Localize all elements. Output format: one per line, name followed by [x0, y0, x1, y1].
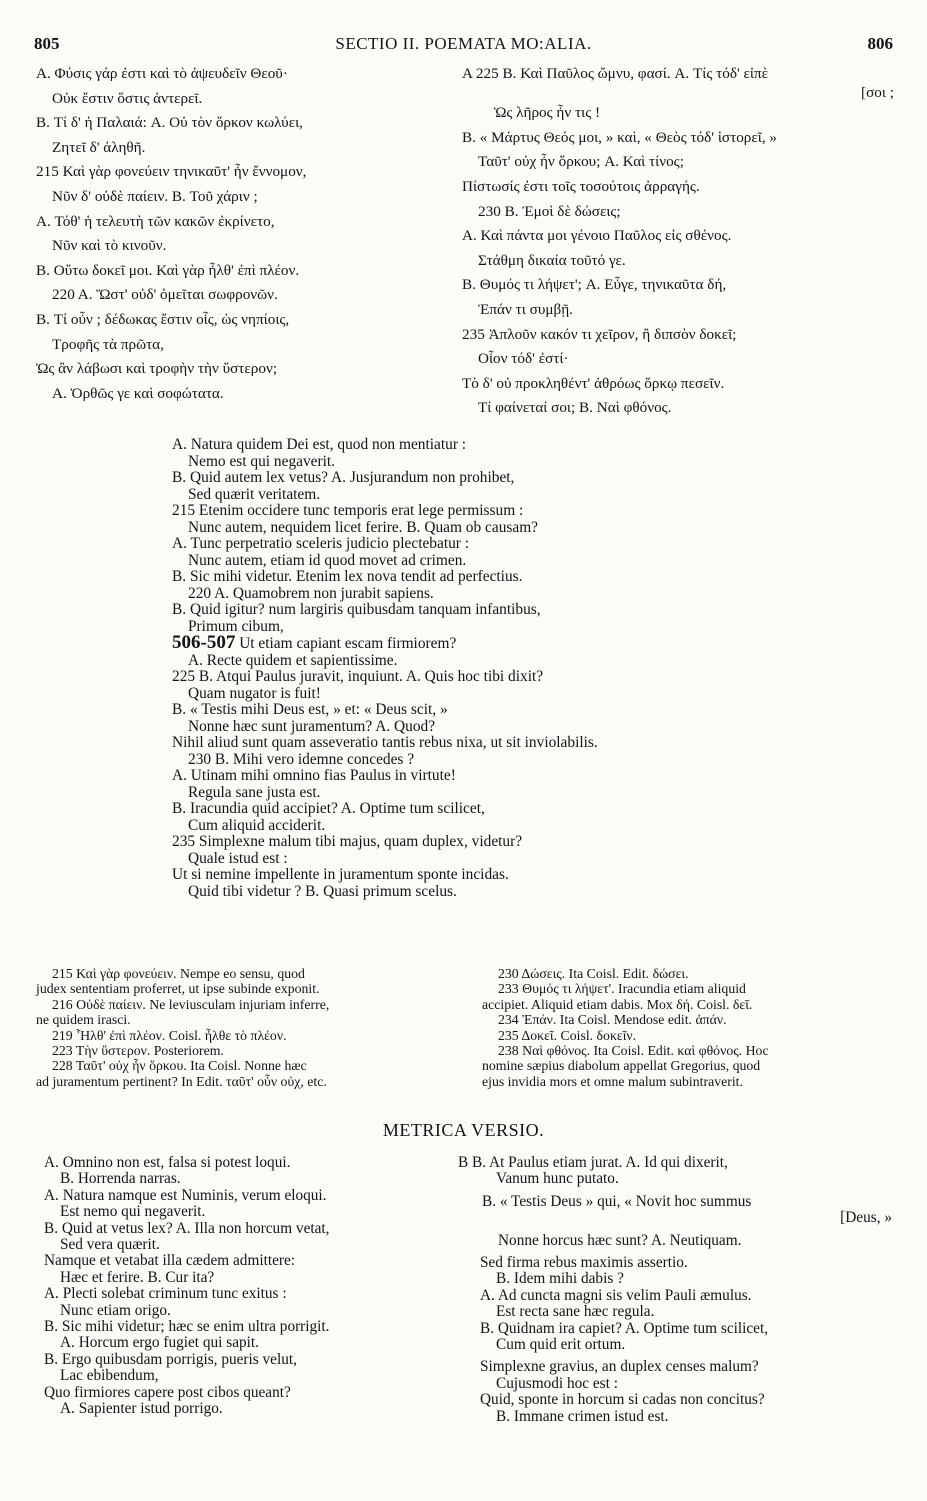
greek-line: A 225 B. Καὶ Παῦλος ὤμνυ, φασί. A. Τίς τόδ' εἰπὲ — [462, 65, 769, 82]
latin-line: Nunc autem, nequidem licet ferire. B. Quam ob causam? — [188, 518, 539, 536]
greek-line: [σοι ; — [861, 83, 894, 101]
latin-line: 230 B. Mihi vero idemne concedes ? — [188, 750, 415, 768]
verse-line: Namque et vetabat illa cædem admittere: — [44, 1252, 296, 1270]
greek-line: Τὸ δ' οὐ προκληθέντ' ἀθρόως ὅρκῳ πεσεῖν. — [462, 374, 725, 392]
verse-line: Simplexne gravius, an duplex censes malum? — [480, 1358, 759, 1376]
verse-line: Est recta sane hæc regula. — [496, 1303, 655, 1321]
footnote-line: nomine sæpius diabolum appellat Gregorius, quod — [482, 1058, 761, 1074]
greek-text-right-column — [462, 62, 894, 421]
greek-line: Τροφῆς τὰ πρῶτα, — [52, 335, 164, 353]
footnote-line: 235 Δοκεῖ. Coisl. δοκεῖν. — [498, 1027, 637, 1043]
latin-line: A. Utinam mihi omnino fias Paulus in virtute! — [172, 767, 456, 784]
footnote-line: 238 Ναὶ φθόνος. Ita Coisl. Edit. καὶ φθόνος. Hoc — [498, 1043, 769, 1059]
verse-line: Quo firmiores capere post cibos queant? — [44, 1383, 291, 1401]
footnote-line: 234 Ἐπάν. Ita Coisl. Mendose edit. ἀπάν. — [498, 1012, 727, 1028]
greek-line: 230 B. Ἐμοὶ δὲ δώσεις; — [478, 202, 621, 220]
greek-line: A. Καὶ πάντα μοι γένοιο Παῦλος εἰς σθένος. — [462, 227, 732, 245]
latin-line: Nemo est qui negaverit. — [188, 452, 336, 470]
greek-line: Πίστωσίς ἐστι τοῖς τοσούτοις ἀρραγής. — [462, 177, 700, 195]
footnote-line: 216 Οὐδὲ παίειν. Ne leviusculam injuriam inferre, — [52, 996, 330, 1012]
greek-line: A. Τόθ' ἡ τελευτὴ τῶν κακῶν ἐκρίνετο, — [36, 212, 275, 230]
greek-line: A. Ὀρθῶς γε καὶ σοφώτατα. — [52, 384, 224, 402]
latin-line — [172, 632, 792, 653]
verse-line: Lac ebibendum, — [60, 1367, 159, 1385]
latin-line: Sed quærit veritatem. — [188, 485, 321, 503]
latin-line: Nonne hæc sunt juramentum? A. Quod? — [188, 717, 436, 735]
greek-line: Ταῦτ' οὐχ ἦν ὅρκου; A. Καὶ τίνος; — [478, 153, 684, 171]
verse-line: A. Omnino non est, falsa si potest loqui. — [44, 1154, 291, 1171]
page-number-left: 805 — [34, 34, 60, 53]
greek-line: Ὡς λῆρος ἦν τις ! — [494, 104, 601, 122]
latin-line: 235 Simplexne malum tibi majus, quam duplex, videtur? — [172, 833, 523, 850]
metrica-right-column — [458, 1155, 892, 1425]
column-marker: 506-507 — [172, 632, 236, 653]
verse-line: B. Ergo quibusdam porrigis, pueris velut, — [44, 1350, 297, 1368]
footnote-line: 228 Ταῦτ' οὐχ ἦν ὅρκου. Ita Coisl. Nonne hæc — [52, 1058, 307, 1074]
latin-line: B. « Testis mihi Deus est, » et: « Deus scit, » — [172, 701, 448, 718]
greek-line: Ζητεῖ δ' ἀληθῆ. — [52, 138, 146, 156]
latin-line: Nihil aliud sunt quam asseveratio tantis rebus nixa, ut sit inviolabilis. — [172, 734, 598, 751]
verse-line: B. « Testis Deus » qui, « Novit hoc summus — [482, 1192, 752, 1210]
footnote-line: ejus invidia mors et omne malum subintraverit. — [482, 1073, 743, 1089]
footnote-line: accipiet. Aliquid etiam dabis. Mox δή. Coisl. δεῖ. — [482, 996, 753, 1012]
verse-line: [Deus, » — [840, 1209, 892, 1227]
latin-line-text: Ut etiam capiant escam firmiorem? — [239, 635, 457, 652]
verse-line: B B. At Paulus etiam jurat. A. Id qui dixerit, — [458, 1154, 728, 1171]
greek-line: A. Φύσις γάρ ἐστι καὶ τὸ ἀψευδεῖν Θεοῦ· — [36, 65, 288, 82]
verse-line: Nunc etiam origo. — [60, 1301, 171, 1319]
greek-line: Οὐκ ἔστιν ὅστις ἀντερεῖ. — [52, 89, 203, 107]
greek-line: B. Οὕτω δοκεῖ μοι. Καὶ γὰρ ἦλθ' ἐπὶ πλέον. — [36, 261, 300, 279]
latin-line: Primum cibum, — [188, 617, 284, 635]
latin-line: 225 B. Atqui Paulus juravit, inquiunt. A. Quis hoc tibi dixit? — [172, 668, 544, 685]
latin-line: Nunc autem, etiam id quod movet ad crimen. — [188, 551, 467, 569]
latin-line: A. Natura quidem Dei est, quod non mentiatur : — [172, 436, 467, 453]
greek-line: B. « Μάρτυς Θεός μοι, » καὶ, « Θεὸς τόδ' ἱστορεῖ, » — [462, 128, 778, 146]
latin-line: B. Iracundia quid accipiet? A. Optime tum scilicet, — [172, 800, 485, 817]
verse-line: Quid, sponte in horcum si cadas non concitus? — [480, 1391, 765, 1409]
greek-line: 215 Καὶ γὰρ φονεύειν τηνικαῦτ' ἦν ἔννομον, — [36, 163, 307, 181]
latin-line: B. Sic mihi videtur. Etenim lex nova tendit ad perfectius. — [172, 568, 523, 585]
latin-line: Regula sane justa est. — [188, 783, 321, 801]
verse-line: A. Natura namque est Numinis, verum eloqui. — [44, 1186, 327, 1204]
greek-line: B. Τί οὖν ; δέδωκας ἔστιν οἷς, ὡς νηπίοις, — [36, 310, 290, 328]
verse-line: A. Horcum ergo fugiet qui sapit. — [60, 1334, 259, 1352]
verse-line: Hæc et ferire. B. Cur ita? — [60, 1268, 215, 1286]
latin-line: B. Quid igitur? num largiris quibusdam tanquam infantibus, — [172, 601, 541, 618]
greek-line: 235 Ἁπλοῦν κακόν τι χεῖρον, ἢ διπσὸν δοκεῖ; — [462, 325, 737, 343]
verse-line: B. Sic mihi videtur; hæc se enim ultra porrigit. — [44, 1318, 330, 1336]
footnote-line: judex sententiam proferret, ut ipse subinde exponit. — [36, 981, 320, 997]
verse-line: B. Quid at vetus lex? A. Illa non horcum vetat, — [44, 1219, 330, 1237]
latin-line: Cum aliquid acciderit. — [188, 816, 326, 834]
verse-line: A. Ad cuncta magni sis velim Pauli æmulus. — [480, 1286, 752, 1304]
footnote-line: 233 Θυμός τι λήψετ'. Iracundia etiam aliquid — [498, 981, 746, 997]
greek-line: B. Τί δ' ἡ Παλαιά: A. Οὐ τὸν ὅρκον κωλύει, — [36, 114, 303, 132]
verse-line: B. Quidnam ira capiet? A. Optime tum scilicet, — [480, 1319, 769, 1337]
verse-line: A. Plecti solebat criminum tunc exitus : — [44, 1285, 287, 1303]
footnotes-right — [482, 966, 892, 1089]
verse-line: B. Horrenda narras. — [60, 1170, 181, 1188]
verse-line: Sed vera quærit. — [60, 1236, 160, 1254]
latin-translation — [172, 437, 792, 900]
latin-line: Quale istud est : — [188, 849, 288, 867]
greek-line: 220 A. Ὥστ' οὐδ' ὀμεῖται σωφρονῶν. — [52, 286, 278, 304]
verse-line: Est nemo qui negaverit. — [60, 1203, 206, 1221]
running-title: SECTIO II. POEMATA MO:ALIA. — [335, 34, 592, 53]
footnote-line: ne quidem irasci. — [36, 1012, 131, 1028]
footnote-line: ad juramentum pertinent? In Edit. ταῦτ' οὖν οὐχ, etc. — [36, 1073, 327, 1089]
latin-line: 220 A. Quamobrem non jurabit sapiens. — [188, 584, 434, 602]
greek-line: Οἷον τόδ' ἐστί· — [478, 350, 569, 368]
latin-line: B. Quid autem lex vetus? A. Jusjurandum non prohibet, — [172, 469, 515, 486]
section-title: METRICA VERSIO. — [382, 1120, 545, 1140]
greek-line: Νῦν δ' οὐδὲ παίειν. B. Τοῦ χάριν ; — [52, 187, 258, 205]
verse-line: B. Idem mihi dabis ? — [496, 1270, 624, 1288]
greek-text-left-column — [36, 62, 456, 406]
latin-line: Quid tibi videtur ? B. Quasi primum scelus. — [188, 882, 457, 900]
footnote-line: 230 Δώσεις. Ita Coisl. Edit. δώσει. — [498, 966, 689, 981]
greek-line: B. Θυμός τι λήψετ'; A. Εὖγε, τηνικαῦτα δή, — [462, 276, 727, 294]
verse-line: A. Sapienter istud porrigo. — [60, 1400, 223, 1418]
greek-line: Τί φαίνεταί σοι; B. Ναὶ φθόνος. — [478, 399, 672, 417]
latin-line: Quam nugator is fuit! — [188, 684, 321, 702]
greek-line: Νῦν καὶ τὸ κινοῦν. — [52, 237, 167, 255]
verse-line: Sed firma rebus maximis assertio. — [480, 1254, 688, 1272]
greek-line: Ἐπάν τι συμβῇ. — [478, 300, 573, 318]
verse-line: Cujusmodi hoc est : — [496, 1374, 618, 1392]
latin-line: A. Tunc perpetratio sceleris judicio plectebatur : — [172, 535, 470, 552]
verse-line: B. Immane crimen istud est. — [496, 1407, 669, 1425]
latin-line: A. Recte quidem et sapientissime. — [188, 651, 398, 669]
latin-line: Ut si nemine impellente in juramentum sponte incidas. — [172, 866, 509, 883]
greek-line: Ὡς ἂν λάβωσι καὶ τροφὴν τὴν ὕστερον; — [36, 360, 278, 378]
verse-line: Cum quid erit ortum. — [496, 1336, 626, 1354]
verse-line: Nonne horcus hæc sunt? A. Neutiquam. — [498, 1231, 742, 1249]
footnote-line: 223 Τὴν ὕστερον. Posteriorem. — [52, 1043, 224, 1059]
latin-line: 215 Etenim occidere tunc temporis erat lege permissum : — [172, 502, 524, 519]
footnote-line: 215 Καὶ γὰρ φονεύειν. Nempe eo sensu, quod — [52, 966, 305, 981]
metrica-left-column — [44, 1155, 454, 1418]
footnote-line: 219 Ἦλθ' ἐπὶ πλέον. Coisl. ἦλθε τὸ πλέον. — [52, 1027, 287, 1043]
page-number-right: 806 — [867, 34, 893, 53]
footnotes-left — [36, 966, 466, 1089]
verse-line: Vanum hunc putato. — [496, 1170, 619, 1188]
greek-line: Στάθμη δικαία τοῦτό γε. — [478, 251, 626, 269]
